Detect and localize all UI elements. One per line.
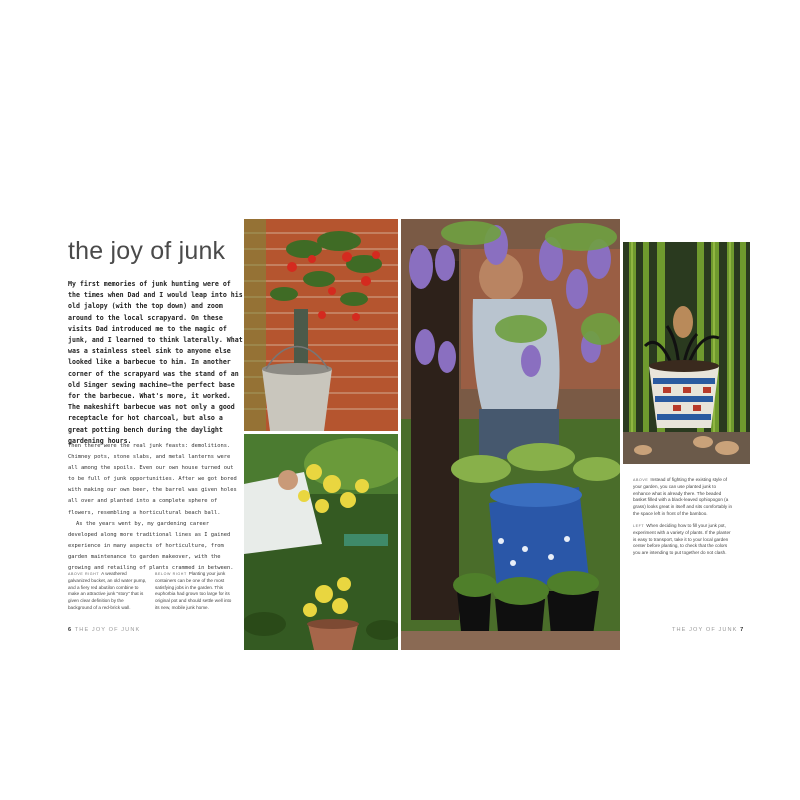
photo-gardener-euphorbia [244, 434, 398, 650]
caption-below-right [155, 571, 235, 612]
body-paragraph: As the years went by, my gardening career developed along more traditional lines as I gained experience in many aspects of horticulture, from garden maintenance to garden makeover, with the growing and retailing of plants crammed in between. [68, 520, 234, 572]
running-head: THE JOY OF JUNK [74, 627, 141, 633]
body-paragraph: Then there were the real junk feasts: demolitions. Chimney pots, stone slabs, and metal lanterns were all among the spoils. Even our own house turned out to be full of junk opportunities. After we got bored with making our own beer, the barrel was given holes all over and planted into a complete sphere of flowers, resembling a horticultural beach ball. [68, 443, 237, 516]
folio-left [68, 627, 140, 633]
caption-label: ABOVE RIGHT [68, 572, 100, 576]
intro-paragraph: My first memories of junk hunting were of the times when Dad and I would leap into his old jalopy (with the top down) and zoom around to the local scrapyard. On these visits Dad introduced me to the magic of junk, and I learned to think laterally. What was a stainless steel sink to anyone else looked like a barbecue to him. In another corner of the scrapyard was the stand of an old Singer sewing machine—the perfect base for the barbecue. What's more, it worked. The makeshift barbecue was not only a good receptacle for hot charcoal, but also a great potting bench during the daylight gardening hours. [68, 280, 243, 445]
folio-right [672, 627, 744, 633]
page-number: 6 [68, 627, 73, 633]
caption-above [633, 477, 733, 518]
body-text [68, 441, 240, 574]
caption-label: ABOVE [633, 478, 649, 482]
photo-bucket-abutilon [244, 219, 398, 431]
running-head: THE JOY OF JUNK [672, 627, 738, 633]
caption-label: LEFT [633, 524, 645, 528]
caption-above-right [68, 571, 148, 612]
photo-wisteria-gardener [401, 219, 620, 650]
caption-text: When deciding how to fill your junk pot, experiment with a variety of plants. If the planter is easy to transport, take it to your local garden center before planting, to check that the colors you are intending to put together do not clash. [633, 523, 731, 556]
photo-beaded-basket [623, 242, 750, 464]
caption-text: A weathered galvanized bucket, an old water pump, and a fiery red abutilon combine to make an attractive junk "story" that is given clear definition by the background of a red-brick wall. [68, 571, 147, 610]
caption-left [633, 523, 733, 557]
page-number: 7 [740, 627, 745, 633]
page-title: the joy of junk [68, 237, 226, 265]
caption-text: Planting your junk containers can be one of the most satisfying jobs in the garden. This euphorbia had grown too large for its original pot and should settle well into its new, mobile junk home. [155, 571, 232, 610]
caption-label: BELOW RIGHT [155, 572, 187, 576]
caption-text: Instead of fighting the existing style of your garden, you can use planted junk to enhance what is already there. The beaded basket filled with a black-leaved ophiopogon (a grass) looks great in itself and sits comfortably in the space left in front of the bamboo. [633, 477, 733, 516]
